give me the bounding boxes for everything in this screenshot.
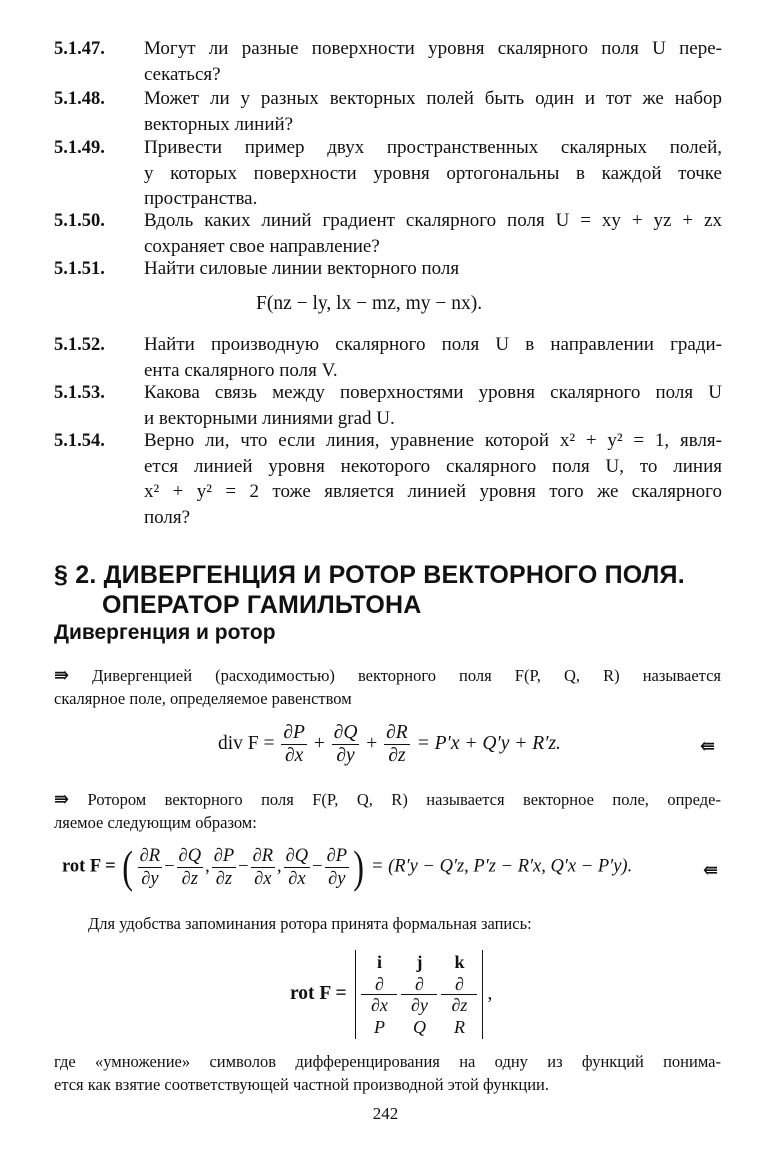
- problem-line: векторных линий?: [144, 113, 294, 135]
- problem-5-1-53: [54, 380, 722, 431]
- problem-number: 5.1.53.: [54, 383, 105, 403]
- rot-rhs: = (R′y − Q′z, P′z − R′x, Q′x − P′y).: [371, 856, 633, 877]
- memo-text: Для удобства запоминания ротора принята формальная запись:: [88, 914, 532, 933]
- fraction: $\frac{\partial P}{\partial z}$: [213, 845, 235, 889]
- problem-line: ента скалярного поля V.: [144, 359, 338, 381]
- problem-5-1-48: [54, 86, 722, 137]
- definition-line: ляемое следующим образом:: [54, 813, 257, 832]
- problem-number: 5.1.50.: [54, 211, 105, 231]
- problem-line: Найти силовые линии векторного поля: [144, 258, 460, 279]
- subsection-heading: Дивергенция и ротор: [54, 621, 276, 644]
- problem-line: Привести пример двух пространственных скалярных полей,: [144, 137, 722, 158]
- problem-line: Могут ли разные поверхности уровня скалярного поля U пере-: [144, 38, 722, 59]
- problem-5-1-47: [54, 36, 722, 87]
- fraction: $\frac{\partial}{\partial y}$: [401, 974, 437, 1015]
- closing-line: где «умножение» символов дифференцирования на одну из функций понима-: [54, 1052, 721, 1071]
- section-title-line1: ДИВЕРГЕНЦИЯ И РОТОР ВЕКТОРНОГО ПОЛЯ.: [103, 561, 685, 589]
- fraction: $\frac{\partial Q}{\partial y}$: [333, 722, 358, 766]
- problem-number: 5.1.49.: [54, 138, 105, 158]
- divergence-formula: div F = $\frac{\partial P}{\partial x}$ + $\frac{\partial Q}{\partial y}$ + $\frac{\partial R}{\partial z}$ = P′x + Q′y + R′z.: [218, 722, 561, 766]
- fraction: $\frac{\partial Q}{\partial z}$: [178, 845, 202, 889]
- problem-number: 5.1.51.: [54, 259, 105, 279]
- problem-line: Найти производную скалярного поля U в направлении гради-: [144, 334, 722, 355]
- problem-5-1-49: [54, 135, 722, 212]
- problem-5-1-50: [54, 208, 722, 259]
- problem-line: Может ли у разных векторных полей быть один и тот же набор: [144, 88, 722, 109]
- problem-number: 5.1.52.: [54, 335, 105, 355]
- fraction: $\frac{\partial P}{\partial y}$: [326, 845, 348, 889]
- det-lhs: rot F =: [290, 982, 347, 1004]
- problem-5-1-52: [54, 332, 722, 383]
- problem-line: Вдоль каких линий градиент скалярного поля U = xy + yz + zx: [144, 210, 722, 231]
- problem-line: x² + y² = 2 тоже является линией уровня того же скалярного: [144, 481, 722, 502]
- rot-lhs: rot F =: [62, 856, 116, 877]
- closing-line: ется как взятие соответствующей частной производной этой функции.: [54, 1075, 549, 1094]
- fraction: $\frac{\partial R}{\partial x}$: [252, 845, 274, 889]
- section-heading: [54, 560, 685, 620]
- section-title-line2: ОПЕРАТОР ГАМИЛЬТОНА: [102, 591, 422, 619]
- field-equation: F(nz − ly, lx − mz, my − nx).: [256, 293, 483, 314]
- definition-line: [54, 788, 721, 811]
- definition-line: [54, 664, 721, 687]
- fraction: $\frac{\partial}{\partial x}$: [361, 974, 397, 1015]
- fraction: $\frac{\partial R}{\partial z}$: [386, 722, 408, 766]
- problem-line: секаться?: [144, 63, 221, 85]
- problem-number: 5.1.48.: [54, 89, 105, 109]
- memo-paragraph: [88, 912, 708, 935]
- div-lhs: div F =: [218, 732, 275, 754]
- fraction: $\frac{\partial R}{\partial y}$: [139, 845, 161, 889]
- problem-number: 5.1.54.: [54, 431, 105, 451]
- problem-line: и векторными линиями grad U.: [144, 407, 395, 429]
- problem-line: сохраняет свое направление?: [144, 235, 380, 257]
- rotor-formula: rot F = ( $\frac{\partial R}{\partial y}$ − $\frac{\partial Q}{\partial z}$ , $\frac{\partial P}{\partial z}$ − $\frac{\partial R}{\partial x}$ , $\frac{\partial Q}{\partial x}$ − $\frac{\partial P}{\partial y}$ ) = (R′y − Q′z, P′z − R′x, Q′x − P′y).: [62, 841, 633, 892]
- definition-text: Дивергенцией (расходимостью) векторного поля F(P, Q, R) называется: [92, 666, 721, 685]
- end-arrow-icon: ⇚: [703, 860, 719, 880]
- divergence-definition: [54, 664, 721, 710]
- definition-line: скалярное поле, определяемое равенством: [54, 689, 352, 708]
- section-number: § 2.: [54, 561, 97, 589]
- problem-line: Какова связь между поверхностями уровня скалярного поля U: [144, 382, 722, 403]
- problem-line: ется линией уровня некоторого скалярного поля U, то линия: [144, 455, 722, 477]
- fraction: $\frac{\partial}{\partial z}$: [441, 974, 477, 1015]
- div-rhs: = P′x + Q′y + R′z.: [416, 732, 561, 754]
- definition-arrow-icon: ⇛: [54, 665, 70, 685]
- definition-text: Ротором векторного поля F(P, Q, R) называется векторное поле, опреде-: [87, 790, 722, 809]
- rotor-determinant: rot F = i j k $\frac{\partial}{\partial x}$ $\frac{\partial}{\partial y}$ $\frac{\partial}{\partial z}$ P Q R ,: [290, 952, 493, 1037]
- definition-arrow-icon: ⇛: [54, 789, 70, 809]
- determinant-matrix: i j k $\frac{\partial}{\partial x}$ $\frac{\partial}{\partial y}$ $\frac{\partial}{\partial z}$ P Q R: [355, 950, 483, 1039]
- rotor-definition: [54, 788, 721, 834]
- problem-line: Верно ли, что если линия, уравнение которой x² + y² = 1, явля-: [144, 430, 722, 451]
- problem-line: поля?: [144, 506, 191, 528]
- end-arrow-icon: ⇚: [700, 736, 716, 756]
- closing-paragraph: [54, 1050, 721, 1096]
- problem-line: пространства.: [144, 188, 258, 209]
- fraction: $\frac{\partial Q}{\partial x}$: [285, 845, 309, 889]
- problem-number: 5.1.47.: [54, 39, 105, 59]
- problem-5-1-54: [54, 428, 722, 530]
- problem-5-1-51: [54, 256, 722, 282]
- page-number: 242: [372, 1104, 399, 1123]
- fraction: $\frac{\partial P}{\partial x}$: [283, 722, 305, 766]
- problem-line: у которых поверхности уровня ортогональны в каждой точке: [144, 162, 722, 184]
